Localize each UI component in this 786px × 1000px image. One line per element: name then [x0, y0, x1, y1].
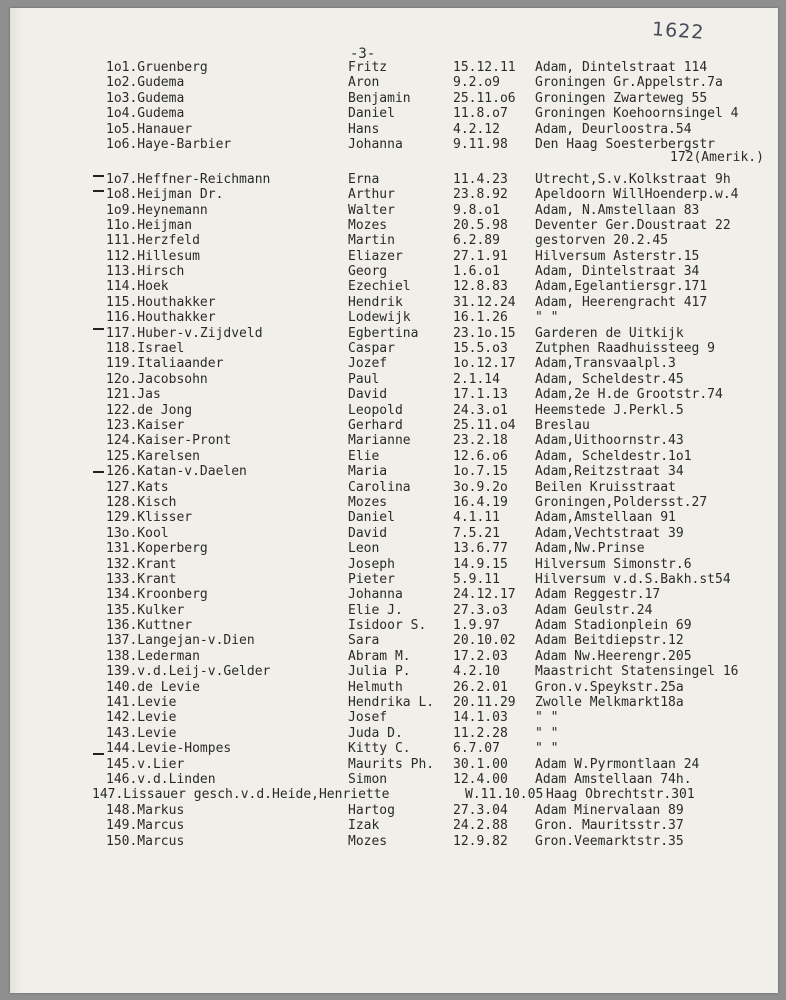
entry-name: 114.Hoek — [106, 279, 169, 295]
entry-name: 128.Kisch — [106, 494, 177, 510]
list-item — [10, 695, 778, 710]
entry-residence: Groningen,Poldersst.27 — [535, 494, 708, 510]
list-item — [10, 106, 778, 121]
entry-residence: Apeldoorn WillHoenderp.w.4 — [535, 187, 739, 203]
entry-residence: Adam Stadionplein 69 — [535, 618, 692, 634]
entry-residence: Adam, Heerengracht 417 — [535, 294, 708, 310]
entry-given-name: Leopold — [348, 402, 403, 418]
entry-birth-date: 9.8.o1 — [453, 202, 500, 218]
entry-residence: Adam W.Pyrmontlaan 24 — [535, 756, 700, 772]
document-page — [10, 8, 778, 993]
list-item — [10, 203, 778, 218]
entry-given-name: Simon — [348, 771, 388, 787]
entry-residence: Adam,Vechtstraat 39 — [535, 525, 684, 541]
entry-name: 122.de Jong — [106, 402, 193, 418]
margin-tick-mark — [93, 175, 104, 177]
list-item — [10, 356, 778, 371]
entry-given-name: David — [348, 387, 388, 403]
list-item — [10, 295, 778, 310]
list-item — [10, 526, 778, 541]
entry-name: 144.Levie-Hompes — [106, 741, 232, 757]
entry-residence: Beilen Kruisstraat — [535, 479, 676, 495]
list-item — [10, 187, 778, 202]
entry-birth-date: 12.8.83 — [453, 279, 508, 295]
entry-given-name: Mozes — [348, 494, 388, 510]
list-item — [10, 741, 778, 756]
entry-name: 139.v.d.Leij-v.Gelder — [106, 664, 271, 680]
entry-name: 1o8.Heijman Dr. — [106, 187, 224, 203]
entry-name: 123.Kaiser — [106, 417, 185, 433]
list-item — [10, 587, 778, 602]
entry-birth-date: 20.5.98 — [453, 217, 508, 233]
entry-residence: Groningen Gr.Appelstr.7a — [535, 75, 723, 91]
entry-birth-date: 17.2.03 — [453, 648, 508, 664]
entry-residence: " " — [535, 725, 559, 741]
entry-given-name: Hans — [348, 121, 380, 137]
entry-residence: Deventer Ger.Doustraat 22 — [535, 217, 731, 233]
entry-birth-date: 23.2.18 — [453, 433, 508, 449]
entry-given-name: Gerhard — [348, 417, 403, 433]
entry-birth-date: 3o.9.2o — [453, 479, 508, 495]
entry-given-name: Walter — [348, 202, 395, 218]
entry-name: 129.Klisser — [106, 510, 193, 526]
entry-given-name: Mozes — [348, 833, 388, 849]
entry-residence: gestorven 20.2.45 — [535, 233, 669, 249]
entry-residence: " " — [535, 741, 559, 757]
entry-given-name: Erna — [348, 171, 380, 187]
entry-residence: Adam,2e H.de Grootstr.74 — [535, 387, 723, 403]
entry-residence: " " — [535, 310, 559, 326]
entry-birth-date: 16.4.19 — [453, 494, 508, 510]
entry-birth-date: 12.6.o6 — [453, 448, 508, 464]
entry-residence: Adam,Amstellaan 91 — [535, 510, 676, 526]
entry-given-name: Aron — [348, 75, 380, 91]
entry-residence: Breslau — [535, 417, 590, 433]
entry-residence: Adam Nw.Heerengr.205 — [535, 648, 692, 664]
entry-birth-date: 27.1.91 — [453, 248, 508, 264]
entry-residence: Adam,Egelantiersgr.171 — [535, 279, 708, 295]
entry-name: 1o4.Gudema — [106, 106, 185, 122]
list-item — [10, 372, 778, 387]
entry-birth-date: 23.1o.15 — [453, 325, 516, 341]
entry-residence: Adam,Nw.Prinse — [535, 541, 645, 557]
list-item — [10, 649, 778, 664]
entry-name: 1o2.Gudema — [106, 75, 185, 91]
list-item — [10, 726, 778, 741]
list-item — [10, 433, 778, 448]
entry-birth-date: 11.8.o7 — [453, 106, 508, 122]
entry-birth-date: 31.12.24 — [453, 294, 516, 310]
entry-birth-date: 12.9.82 — [453, 833, 508, 849]
list-item — [10, 218, 778, 233]
list-item — [10, 233, 778, 248]
entry-given-name: Mozes — [348, 217, 388, 233]
entry-residence: Gron. Mauritsstr.37 — [535, 818, 684, 834]
entry-given-name: Izak — [348, 818, 380, 834]
entry-given-name: Daniel — [348, 106, 395, 122]
entry-name: 138.Lederman — [106, 648, 200, 664]
entry-given-name: Maurits Ph. — [348, 756, 435, 772]
entry-name: 125.Karelsen — [106, 448, 200, 464]
entry-birth-date: 9.11.98 — [453, 136, 508, 152]
entry-birth-date: 9.2.o9 — [453, 75, 500, 91]
entry-birth-date: 20.10.02 — [453, 633, 516, 649]
entry-birth-date: 14.9.15 — [453, 556, 508, 572]
list-item — [10, 541, 778, 556]
entry-given-name: Johanna — [348, 587, 403, 603]
entry-birth-date: 26.2.01 — [453, 679, 508, 695]
list-item — [10, 137, 778, 152]
list-item — [10, 772, 778, 787]
entry-given-name: Eliazer — [348, 248, 403, 264]
entry-residence: Adam Beitdiepstr.12 — [535, 633, 684, 649]
entry-name: 149.Marcus — [106, 818, 185, 834]
entry-birth-date: 11.2.28 — [453, 725, 508, 741]
list-item — [10, 326, 778, 341]
list-item — [10, 387, 778, 402]
entry-residence: " " — [535, 710, 559, 726]
list-item — [10, 803, 778, 818]
entry-given-name: Paul — [348, 371, 380, 387]
entry-given-name: Abram M. — [348, 648, 411, 664]
entry-residence: Adam Amstellaan 74h. — [535, 771, 692, 787]
entry-residence: Hilversum v.d.S.Bakh.st54 — [535, 571, 731, 587]
entry-residence: Hilversum Asterstr.15 — [535, 248, 700, 264]
entry-name: 11o.Heijman — [106, 217, 193, 233]
list-item — [10, 449, 778, 464]
entry-residence: Gron.v.Speykstr.25a — [535, 679, 684, 695]
entry-given-name: Arthur — [348, 187, 395, 203]
list-item — [10, 249, 778, 264]
entry-given-name: Marianne — [348, 433, 411, 449]
entry-continuation — [10, 152, 778, 167]
entry-birth-date: 6.7.07 — [453, 741, 500, 757]
entry-given-name: Sara — [348, 633, 380, 649]
entry-residence: Zutphen Raadhuissteeg 9 — [535, 341, 716, 357]
list-item — [10, 403, 778, 418]
list-item — [10, 264, 778, 279]
list-item — [10, 60, 778, 75]
entry-given-name: Isidoor S. — [348, 618, 427, 634]
entry-residence: Adam,Transvaalpl.3 — [535, 356, 676, 372]
entry-name: 126.Katan-v.Daelen — [106, 464, 247, 480]
entry-given-name: Pieter — [348, 571, 395, 587]
entry-residence: Adam, Scheldestr.45 — [535, 371, 684, 387]
entry-name: 135.Kulker — [106, 602, 185, 618]
list-item — [10, 757, 778, 772]
list-item — [10, 310, 778, 325]
entry-birth-date: 24.3.o1 — [453, 402, 508, 418]
entry-birth-date: 4.2.10 — [453, 664, 500, 680]
entry-name: 115.Houthakker — [106, 294, 216, 310]
entry-birth-date: 5.9.11 — [453, 571, 500, 587]
entry-birth-date: 14.1.03 — [453, 710, 508, 726]
entry-birth-date: 6.2.89 — [453, 233, 500, 249]
entry-name: 131.Koperberg — [106, 541, 208, 557]
margin-tick-mark — [93, 753, 104, 755]
entry-name: 137.Langejan-v.Dien — [106, 633, 255, 649]
list-item — [10, 680, 778, 695]
entry-name: 147.Lissauer gesch.v.d.Heide,Henriette — [92, 787, 390, 803]
list-item — [10, 834, 778, 849]
entry-name: 146.v.d.Linden — [106, 771, 216, 787]
entry-name: 113.Hirsch — [106, 264, 185, 280]
entry-birth-date: 1o.12.17 — [453, 356, 516, 372]
entry-name: 148.Markus — [106, 802, 185, 818]
entry-birth-date: 12.4.00 — [453, 771, 508, 787]
entry-birth-date: 20.11.29 — [453, 695, 516, 711]
entry-name: 143.Levie — [106, 725, 177, 741]
entry-given-name: Maria — [348, 464, 388, 480]
entry-birth-date: 4.2.12 — [453, 121, 500, 137]
entry-residence: Adam, Dintelstraat 34 — [535, 264, 700, 280]
entry-residence: Heemstede J.Perkl.5 — [535, 402, 684, 418]
entry-given-name: Josef — [348, 710, 388, 726]
entry-residence: Groningen Zwarteweg 55 — [535, 90, 708, 106]
entry-birth-date: 1o.7.15 — [453, 464, 508, 480]
entry-name: 134.Kroonberg — [106, 587, 208, 603]
entry-birth-date: 2.1.14 — [453, 371, 500, 387]
entry-birth-date: 4.1.11 — [453, 510, 500, 526]
entry-given-name: Johanna — [348, 136, 403, 152]
list-item — [10, 172, 778, 187]
entry-residence: Adam, Deurloostra.54 — [535, 121, 692, 137]
continuation-text: 172(Amerik.) — [670, 150, 764, 166]
list-item — [10, 787, 778, 802]
list-item — [10, 495, 778, 510]
page-number: -3- — [350, 46, 376, 62]
entry-given-name: Daniel — [348, 510, 395, 526]
entry-residence: Adam Minervalaan 89 — [535, 802, 684, 818]
entry-residence: Gron.Veemarktstr.35 — [535, 833, 684, 849]
entry-given-name: Lodewijk — [348, 310, 411, 326]
entry-given-name: Elie — [348, 448, 380, 464]
entry-name: 112.Hillesum — [106, 248, 200, 264]
entry-residence: Adam, Dintelstraat 114 — [535, 60, 708, 75]
entry-birth-date: 25.11.o4 — [453, 417, 516, 433]
entry-name: 121.Jas — [106, 387, 161, 403]
list-item — [10, 633, 778, 648]
list-item — [10, 557, 778, 572]
entry-given-name: Fritz — [348, 60, 388, 75]
entry-name: 1o3.Gudema — [106, 90, 185, 106]
entry-name: 136.Kuttner — [106, 618, 193, 634]
entry-name: 141.Levie — [106, 695, 177, 711]
list-item — [10, 510, 778, 525]
entry-birth-date: 7.5.21 — [453, 525, 500, 541]
entry-birth-date: 24.12.17 — [453, 587, 516, 603]
entry-birth-date: 27.3.04 — [453, 802, 508, 818]
entry-birth-date: 16.1.26 — [453, 310, 508, 326]
entry-given-name: Martin — [348, 233, 395, 249]
entry-birth-date: 15.12.11 — [453, 60, 516, 75]
entry-birth-date: 13.6.77 — [453, 541, 508, 557]
entry-name: 1o6.Haye-Barbier — [106, 136, 232, 152]
entry-given-name: Hendrika L. — [348, 695, 435, 711]
entry-name: 13o.Kool — [106, 525, 169, 541]
handwritten-annotation: 1622 — [651, 18, 706, 44]
entry-residence: Adam,Reitzstraat 34 — [535, 464, 684, 480]
entry-name: 140.de Levie — [106, 679, 200, 695]
entry-birth-date: 30.1.00 — [453, 756, 508, 772]
entry-given-name: Elie J. — [348, 602, 403, 618]
entry-residence: Maastricht Statensingel 16 — [535, 664, 739, 680]
entry-given-name: David — [348, 525, 388, 541]
entry-birth-date: W.11.10.05 — [465, 787, 544, 803]
entry-name: 132.Krant — [106, 556, 177, 572]
entry-residence: Adam Geulstr.24 — [535, 602, 653, 618]
entry-given-name: Hartog — [348, 802, 395, 818]
entry-birth-date: 23.8.92 — [453, 187, 508, 203]
entry-birth-date: 25.11.o6 — [453, 90, 516, 106]
entry-given-name: Hendrik — [348, 294, 403, 310]
entry-birth-date: 1.6.o1 — [453, 264, 500, 280]
list-item — [10, 818, 778, 833]
entry-given-name: Helmuth — [348, 679, 403, 695]
list-item — [10, 122, 778, 137]
entry-name: 12o.Jacobsohn — [106, 371, 208, 387]
entry-birth-date: 11.4.23 — [453, 171, 508, 187]
name-list — [10, 60, 778, 849]
entry-name: 145.v.Lier — [106, 756, 185, 772]
entry-name: 118.Israel — [106, 341, 185, 357]
entry-birth-date: 27.3.o3 — [453, 602, 508, 618]
entry-name: 127.Kats — [106, 479, 169, 495]
list-item — [10, 618, 778, 633]
entry-name: 116.Houthakker — [106, 310, 216, 326]
entry-birth-date: 1.9.97 — [453, 618, 500, 634]
entry-given-name: Jozef — [348, 356, 388, 372]
entry-name: 117.Huber-v.Zijdveld — [106, 325, 263, 341]
entry-name: 1o7.Heffner-Reichmann — [106, 171, 271, 187]
entry-residence: Adam Reggestr.17 — [535, 587, 661, 603]
entry-residence: Adam, N.Amstellaan 83 — [535, 202, 700, 218]
entry-name: 124.Kaiser-Pront — [106, 433, 232, 449]
list-item — [10, 279, 778, 294]
entry-given-name: Georg — [348, 264, 388, 280]
entry-given-name: Leon — [348, 541, 380, 557]
entry-name: 1o5.Hanauer — [106, 121, 193, 137]
entry-residence: Adam,Uithoornstr.43 — [535, 433, 684, 449]
entry-given-name: Egbertina — [348, 325, 419, 341]
entry-residence: Haag Obrechtstr.301 — [546, 787, 695, 803]
entry-name: 150.Marcus — [106, 833, 185, 849]
entry-given-name: Joseph — [348, 556, 395, 572]
entry-birth-date: 24.2.88 — [453, 818, 508, 834]
entry-given-name: Julia P. — [348, 664, 411, 680]
entry-name: 111.Herzfeld — [106, 233, 200, 249]
margin-tick-mark — [93, 328, 104, 330]
entry-residence: Utrecht,S.v.Kolkstraat 9h — [535, 171, 731, 187]
entry-residence: Hilversum Simonstr.6 — [535, 556, 692, 572]
entry-given-name: Caspar — [348, 341, 395, 357]
list-item — [10, 464, 778, 479]
list-item — [10, 603, 778, 618]
list-item — [10, 480, 778, 495]
list-item — [10, 75, 778, 90]
list-item — [10, 572, 778, 587]
entry-name: 1o9.Heynemann — [106, 202, 208, 218]
margin-tick-mark — [93, 471, 104, 473]
entry-residence: Garderen de Uitkijk — [535, 325, 684, 341]
entry-name: 142.Levie — [106, 710, 177, 726]
list-item — [10, 418, 778, 433]
list-item — [10, 664, 778, 679]
entry-birth-date: 17.1.13 — [453, 387, 508, 403]
entry-residence: Zwolle Melkmarkt18a — [535, 695, 684, 711]
entry-birth-date: 15.5.o3 — [453, 341, 508, 357]
entry-name: 1o1.Gruenberg — [106, 60, 208, 75]
list-item — [10, 91, 778, 106]
entry-residence: Groningen Koehoornsingel 4 — [535, 106, 739, 122]
entry-name: 133.Krant — [106, 571, 177, 587]
list-item — [10, 710, 778, 725]
entry-residence: Den Haag Soesterbergstr — [535, 136, 716, 152]
entry-residence: Adam, Scheldestr.1o1 — [535, 448, 692, 464]
list-item — [10, 341, 778, 356]
margin-tick-mark — [93, 190, 104, 192]
entry-given-name: Benjamin — [348, 90, 411, 106]
entry-name: 119.Italiaander — [106, 356, 224, 372]
entry-given-name: Kitty C. — [348, 741, 411, 757]
entry-given-name: Juda D. — [348, 725, 403, 741]
entry-given-name: Ezechiel — [348, 279, 411, 295]
entry-given-name: Carolina — [348, 479, 411, 495]
